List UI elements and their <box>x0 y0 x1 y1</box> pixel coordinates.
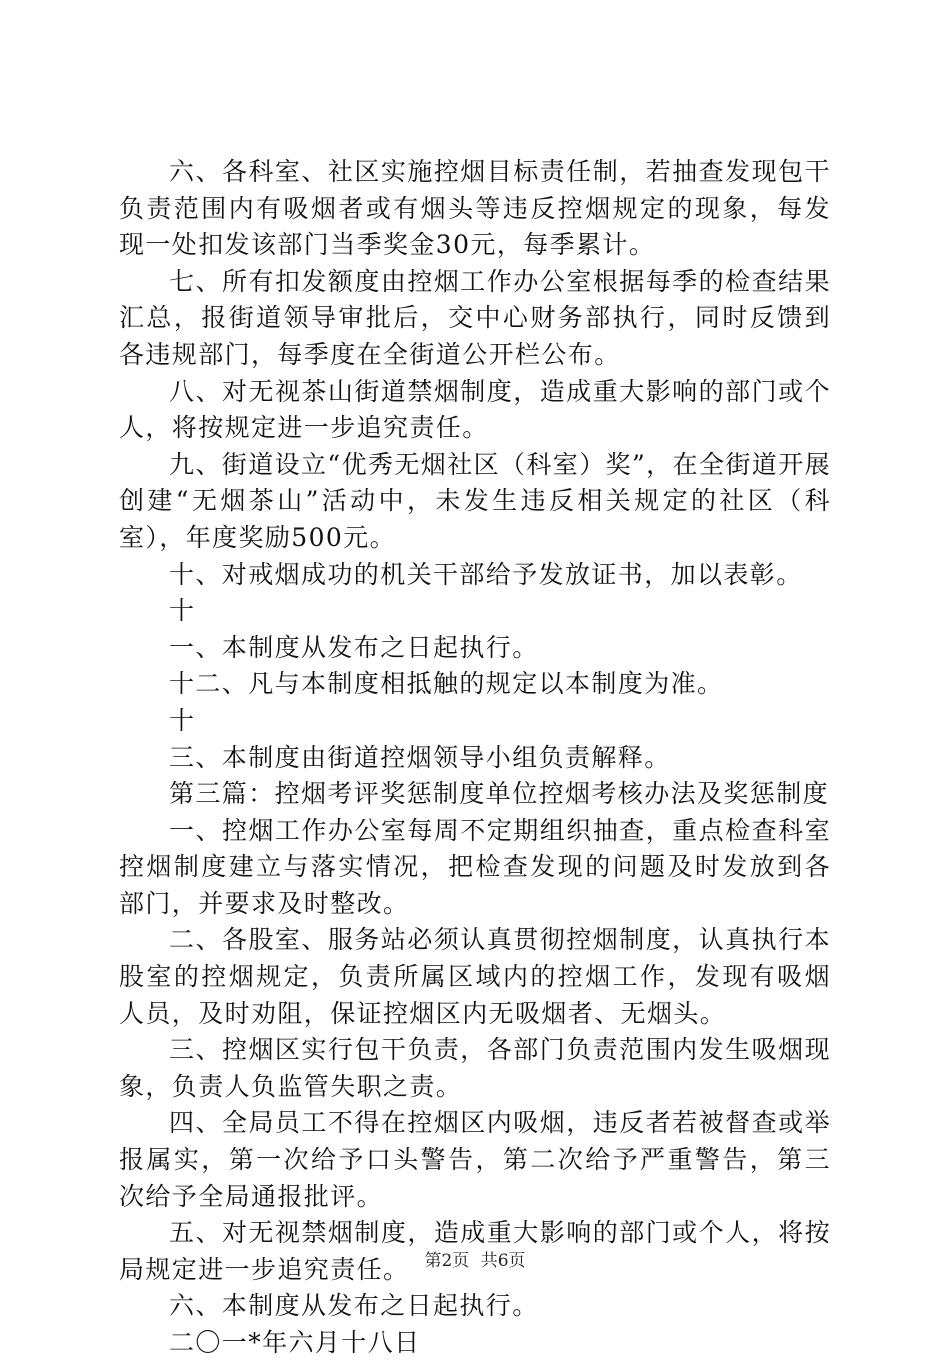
paragraph-13-interpretation: 三、本制度由街道控烟领导小组负责解释。 <box>169 742 671 772</box>
document-body <box>119 154 831 1362</box>
paragraph-12-precedence: 十二、凡与本制度相抵触的规定以本制度为准。 <box>169 669 724 699</box>
document-date: 二〇一*年六月十八日 <box>169 1328 421 1357</box>
paragraph-11-effective: 一、本制度从发布之日起执行。 <box>169 632 539 662</box>
paragraph-5-accountability: 五、对无视禁烟制度，造成重大影响的部门或个人，将按局规定进一步追究责任。 <box>119 1218 831 1284</box>
page-number: 第2页 <box>424 1251 470 1271</box>
paragraph-3-supervision: 三、控烟区实行包干负责，各部门负责范围内发生吸烟现象，负责人负监管失职之责。 <box>119 1035 831 1101</box>
section-heading-part-3: 第三篇：控烟考评奖惩制度单位控烟考核办法及奖惩制度 <box>169 779 830 809</box>
paragraph-1-inspection: 一、控烟工作办公室每周不定期组织抽查，重点检查科室控烟制度建立与落实情况，把检查发现的问题及时发放到各部门，并要求及时整改。 <box>119 815 831 918</box>
paragraph-13-prefix: 十 <box>169 705 196 735</box>
page-footer <box>0 1246 950 1271</box>
paragraph-10-commendation: 十、对戒烟成功的机关干部给予发放证书，加以表彰。 <box>169 559 803 589</box>
paragraph-4-warnings: 四、全局员工不得在控烟区内吸烟，违反者若被督查或举报属实，第一次给予口头警告，第二次给予严重警告，第三次给予全局通报批评。 <box>119 1108 831 1211</box>
paragraph-2-implementation: 二、各股室、服务站必须认真贯彻控烟制度，认真执行本股室的控烟规定，负责所属区域内的控烟工作，发现有吸烟人员，及时劝阻，保证控烟区内无吸烟者、无烟头。 <box>119 925 831 1028</box>
page-total: 共6页 <box>480 1251 526 1271</box>
paragraph-6-responsibility: 六、各科室、社区实施控烟目标责任制，若抽查发现包干负责范围内有吸烟者或有烟头等违反控烟规定的现象，每发现一处扣发该部门当季奖金30元，每季累计。 <box>119 157 831 260</box>
paragraph-6-effective: 六、本制度从发布之日起执行。 <box>169 1291 539 1321</box>
paragraph-9-award: 九、街道设立“优秀无烟社区（科室）奖”，在全街道开展创建“无烟茶山”活动中，未发生违反相关规定的社区（科室），年度奖励500元。 <box>119 449 831 552</box>
paragraph-11-prefix: 十 <box>169 596 196 626</box>
paragraph-8-accountability: 八、对无视茶山街道禁烟制度，造成重大影响的部门或个人，将按规定进一步追究责任。 <box>119 376 831 443</box>
paragraph-7-deduction: 七、所有扣发额度由控烟工作办公室根据每季的检查结果汇总，报街道领导审批后，交中心财务部执行，同时反馈到各违规部门，每季度在全街道公开栏公布。 <box>119 266 831 369</box>
